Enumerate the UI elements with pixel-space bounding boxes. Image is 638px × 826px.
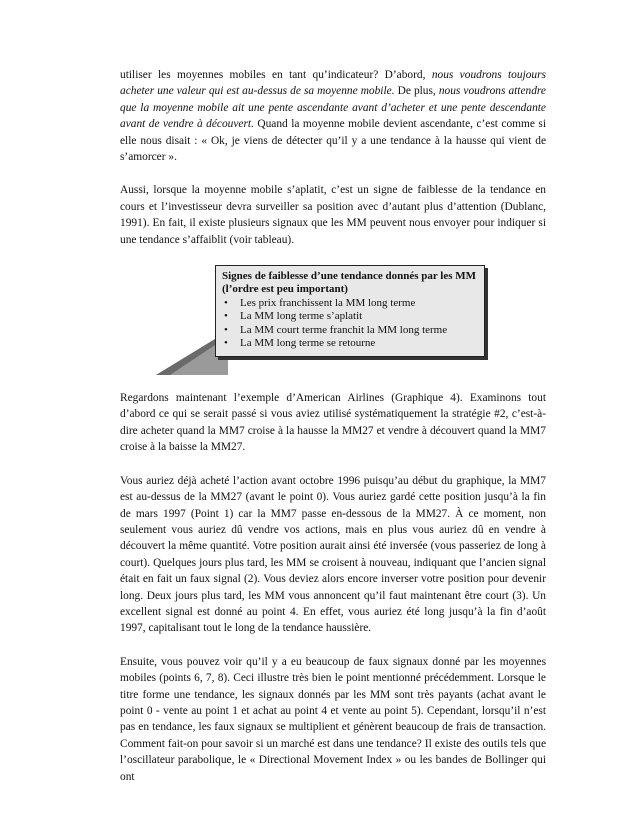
document-page <box>120 67 546 785</box>
paragraph-1-part-c: De plus, <box>394 85 439 98</box>
sidebar-list <box>222 297 478 351</box>
sidebar-list-item: • La MM long terme se retourne <box>222 337 478 350</box>
sidebar-callout <box>120 265 546 375</box>
sidebar-list-item: • Les prix franchissent la MM long terme <box>222 297 478 310</box>
sidebar-title: Signes de faiblesse d’une tendance donnés par les MM (l’ordre est peu important) <box>222 270 477 296</box>
paragraph-1-part-a: utiliser les moyennes mobiles en tant qu’indicateur? D’abord, <box>120 69 432 81</box>
paragraph-2: Aussi, lorsque la moyenne mobile s’aplatit, c’est un signe de faiblesse de la tendance en cours et l’investisseur devra surveiller sa position avec d’autant plus d’attention (Dublanc, 1991). En fait, il existe plusieurs signaux que les MM peuvent nous envoyer pour indiquer si une tendance s’affaiblit (voir tableau). <box>120 184 546 246</box>
paragraph-5: Ensuite, vous pouvez voir qu’il y a eu beaucoup de faux signaux donné par les moyennes mobiles (points 6, 7, 8). Ceci illustre très bien le point mentionné précédemment. Lorsque le titre forme une tendance, les signaux donnés par les MM sont très payants (achat avant le point 0 - vente au point 1 et achat au point 4 et vente au point 5). Cependant, lorsqu’il n’est pas en tendance, les faux signaux se multiplient et génèrent beaucoup de frais de transaction. Comment fait-on pour savoir si un marché est dans une tendance? Il existe des outils tels que l’oscillateur parabolique, le « Directional Movement Index » ou les bandes de Bollinger qui ont <box>120 655 546 783</box>
paragraph-1-part-e: Quand la moyenne mobile devient ascendante, c’est comme si elle nous disait : « Ok, je viens de détecter qu’il y a une tendance à la hausse qui vient de s’amorcer ». <box>120 118 546 164</box>
sidebar-box <box>215 265 485 357</box>
paragraph-4: Vous auriez déjà acheté l’action avant octobre 1996 puisqu’au début du graphique, la MM7 est au-dessus de la MM27 (avant le point 0). Vous auriez gardé cette position jusqu’à la fin de mars 1997 (Point 1) car la MM7 passe en-dessous de la MM27. À ce moment, non seulement vous auriez dû vendre vos actions, mais en plus vous auriez dû en vendre à découvert la même quantité. Votre position aurait ainsi été inversée (vous passeriez de long à court). Quelques jours plus tard, les MM se croisent à nouveau, indiquant que l’ancien signal était en fait un faux signal (2). Vous deviez alors encore inverser votre position pour devenir long. Deux jours plus tard, les MM vous annoncent qu’il faut maintenant être court (3). Un excellent signal est donné au point 4. En effet, vous auriez été long jusqu’à la fin d’août 1997, capitalisant tout le long de la tendance haussière. <box>120 474 546 635</box>
paragraph-3: Regardons maintenant l’exemple d’American Airlines (Graphique 4). Examinons tout d’abord ce qui se serait passé si vous aviez utilisé systématiquement la stratégie #2, c’est-à-dire acheter quand la MM7 croise à la hausse la MM27 et vendre à découvert quand la MM7 croise à la baisse la MM27. <box>120 392 546 454</box>
sidebar-list-item: • La MM long terme s’aplatit <box>222 310 478 323</box>
sidebar-list-item: • La MM court terme franchit la MM long terme <box>222 324 478 337</box>
paragraph-1-emphasis-2: nous voudrons attendre que la moyenne mobile ait une pente ascendante avant d’acheter et une pente descendante avant de vendre à découvert. <box>120 85 546 131</box>
paragraph-1-emphasis-1: nous voudrons toujours acheter une valeur qui est au-dessus de sa moyenne mobile. <box>120 69 546 98</box>
paragraph-1 <box>120 67 546 165</box>
